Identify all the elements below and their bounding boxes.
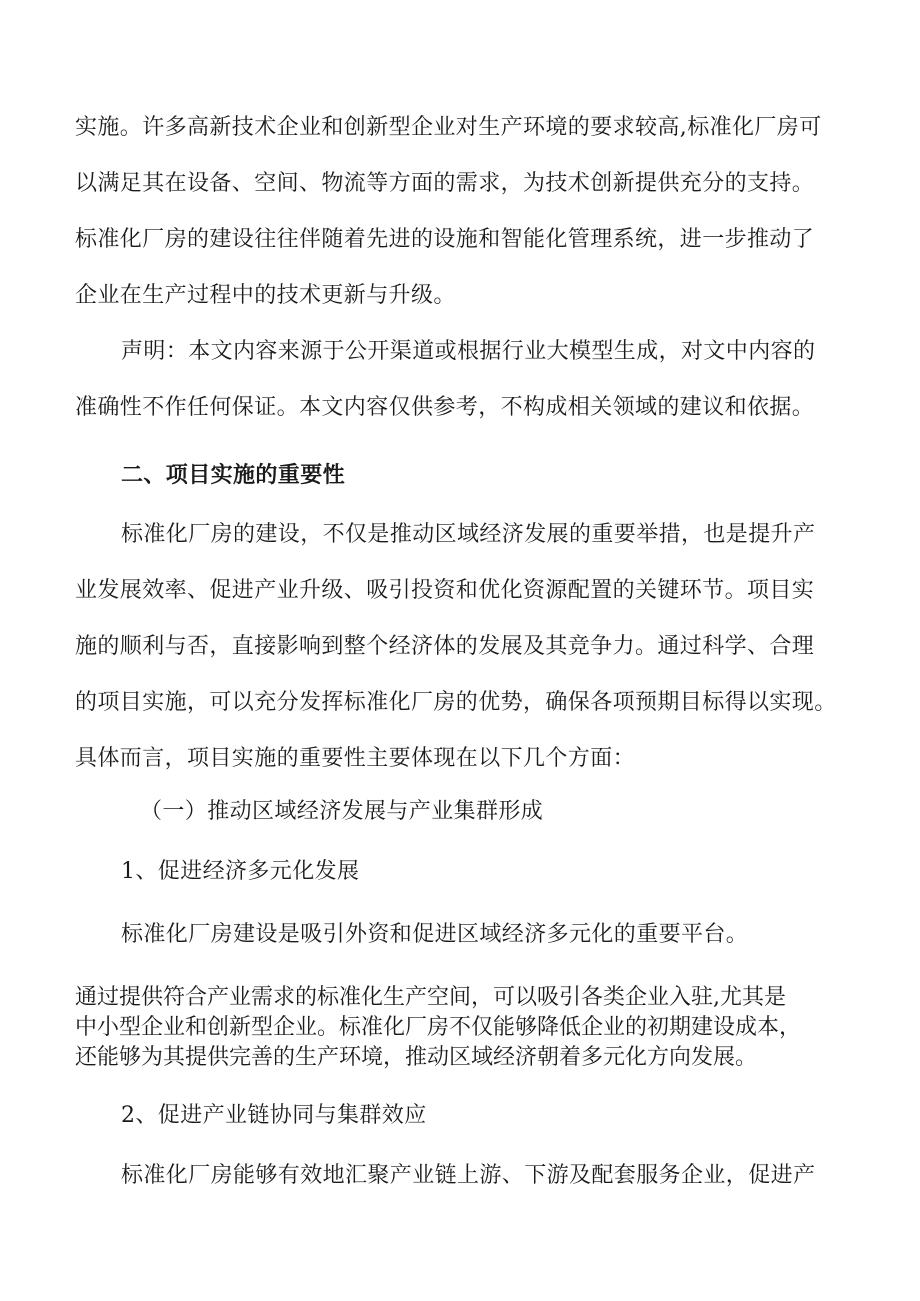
- disclaimer-line: 声明：本文内容来源于公开渠道或根据行业大模型生成，对文中内容的: [121, 339, 816, 364]
- subsection-heading: （一）推动区域经济发展与产业集群形成: [140, 799, 544, 824]
- item-body-line: 中小型企业和创新型企业。标准化厂房不仅能够降低企业的初期建设成本，: [75, 1015, 802, 1040]
- paragraph-line: 施的顺利与否，直接影响到整个经济体的发展及其竞争力。通过科学、合理: [75, 634, 815, 659]
- item-body-line: 通过提供符合产业需求的标准化生产空间，可以吸引各类企业入驻,尤其是: [75, 985, 786, 1010]
- paragraph-line: 实施。许多高新技术企业和创新型企业对生产环境的要求较高,标准化厂房可: [75, 115, 822, 140]
- paragraph-line: 标准化厂房的建设往往伴随着先进的设施和智能化管理系统，进一步推动了: [75, 227, 815, 252]
- paragraph-line: 以满足其在设备、空间、物流等方面的需求，为技术创新提供充分的支持。: [75, 171, 815, 196]
- item-lead-line: 标准化厂房能够有效地汇聚产业链上游、下游及配套服务企业，促进产: [121, 1163, 816, 1188]
- paragraph-line: 标准化厂房的建设，不仅是推动区域经济发展的重要举措，也是提升产: [121, 522, 816, 547]
- paragraph-line: 企业在生产过程中的技术更新与升级。: [75, 283, 456, 308]
- item-title: 2、促进产业链协同与集群效应: [121, 1103, 427, 1128]
- item-lead-line: 标准化厂房建设是吸引外资和促进区域经济多元化的重要平台。: [121, 922, 749, 947]
- paragraph-line: 的项目实施，可以充分发挥标准化厂房的优势，确保各项预期目标得以实现。: [75, 690, 837, 715]
- paragraph-line: 具体而言，项目实施的重要性主要体现在以下几个方面：: [75, 746, 636, 771]
- section-heading: 二、项目实施的重要性: [121, 462, 346, 488]
- disclaimer-line: 准确性不作任何保证。本文内容仅供参考，不构成相关领域的建议和依据。: [75, 395, 815, 420]
- item-body-line: 还能够为其提供完善的生产环境，推动区域经济朝着多元化方向发展。: [75, 1045, 758, 1070]
- item-title: 1、促进经济多元化发展: [121, 859, 360, 884]
- paragraph-line: 业发展效率、促进产业升级、吸引投资和优化资源配置的关键环节。项目实: [75, 578, 815, 603]
